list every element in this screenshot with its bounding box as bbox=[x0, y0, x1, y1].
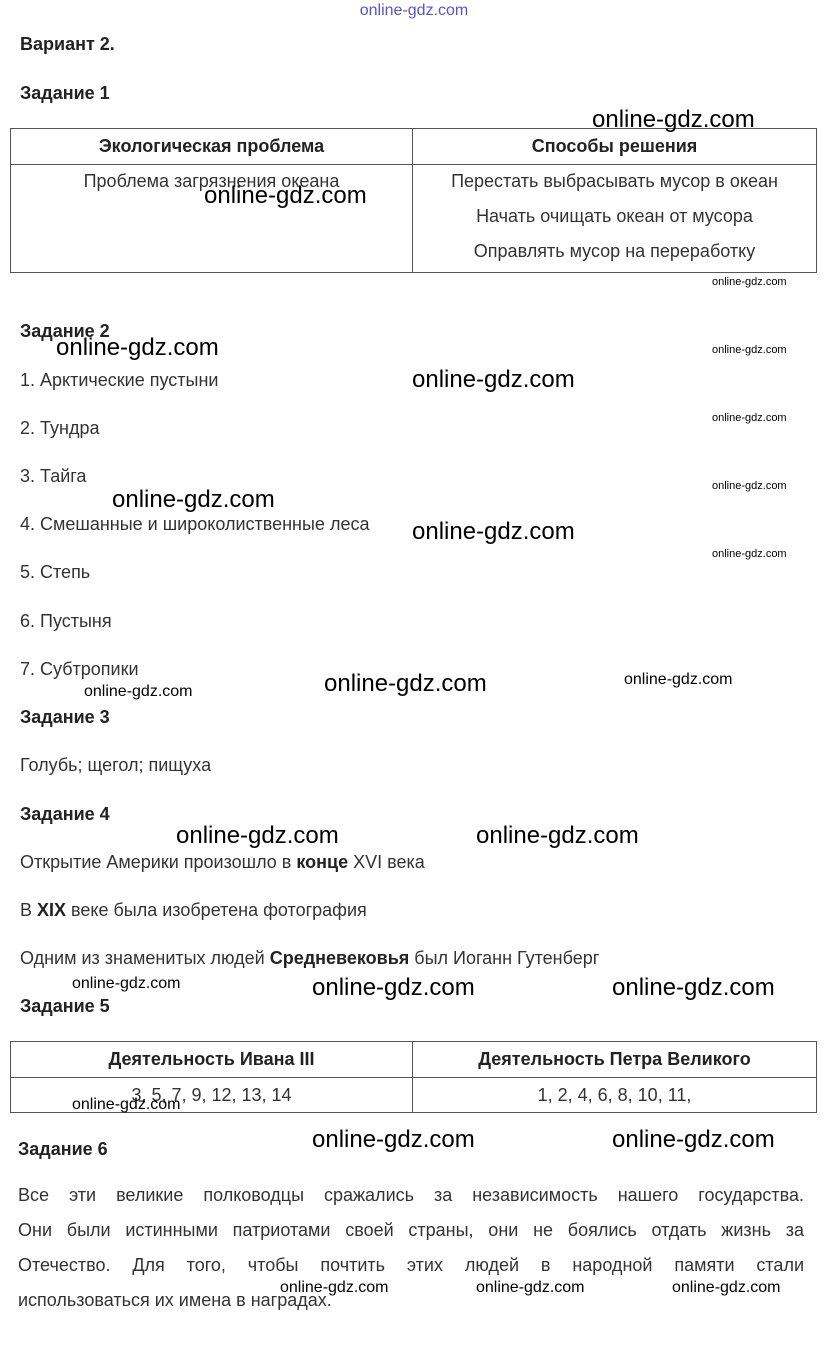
task4-line: Открытие Америки произошло в конце XVI века bbox=[20, 852, 425, 872]
task2-item: 3. Тайга bbox=[20, 466, 87, 486]
task1-table bbox=[10, 128, 817, 273]
watermark: online-gdz.com bbox=[312, 974, 475, 1001]
watermark: online-gdz.com bbox=[612, 1126, 775, 1153]
task1-solutions-cell bbox=[413, 165, 817, 273]
task2-item: 5. Степь bbox=[20, 562, 91, 582]
task6-paragraph bbox=[18, 1178, 804, 1318]
watermark: online-gdz.com bbox=[612, 974, 775, 1001]
watermark: online-gdz.com bbox=[624, 671, 733, 688]
task5-header-peter: Деятельность Петра Великого bbox=[413, 1042, 817, 1078]
task5-header-ivan: Деятельность Ивана III bbox=[11, 1042, 413, 1078]
task3-text: Голубь; щегол; пищуха bbox=[20, 755, 212, 775]
task4-heading: Задание 4 bbox=[20, 804, 110, 824]
watermark: online-gdz.com bbox=[672, 1279, 781, 1296]
task6-line: Они были истинными патриотами своей страны, они не боялись отдать жизнь за bbox=[18, 1220, 804, 1240]
watermark: online-gdz.com bbox=[712, 276, 787, 288]
task2-item: 6. Пустыня bbox=[20, 611, 112, 631]
task6-line: Все эти великие полководцы сражались за независимость нашего государства. bbox=[18, 1185, 804, 1205]
task2-item: 2. Тундра bbox=[20, 418, 100, 438]
task1-problem: Проблема загрязнения океана bbox=[83, 171, 340, 191]
task6-line: Отечество. Для того, чтобы почтить этих людей в народной памяти стали bbox=[18, 1255, 804, 1275]
watermark: online-gdz.com bbox=[204, 182, 367, 209]
watermark: online-gdz.com bbox=[280, 1279, 389, 1296]
watermark: online-gdz.com bbox=[84, 683, 193, 700]
task3-heading: Задание 3 bbox=[20, 707, 110, 727]
watermark: online-gdz.com bbox=[476, 822, 639, 849]
watermark: online-gdz.com bbox=[712, 480, 787, 492]
task5-ivan-values: 3, 5, 7, 9, 12, 13, 14 bbox=[11, 1078, 413, 1113]
task4-line: Одним из знаменитых людей Средневековья был Иоганн Гутенберг bbox=[20, 948, 600, 968]
watermark: online-gdz.com bbox=[476, 1279, 585, 1296]
watermark: online-gdz.com bbox=[72, 975, 181, 992]
task1-problem-cell bbox=[11, 165, 413, 273]
site-mark: online-gdz.com bbox=[359, 2, 469, 19]
task1-solution: Оправлять мусор на переработку bbox=[473, 241, 756, 261]
task2-heading: Задание 2 bbox=[20, 321, 110, 341]
watermark: online-gdz.com bbox=[312, 1126, 475, 1153]
task6-line: использоваться их имена в наградах. bbox=[18, 1290, 332, 1310]
task6-heading: Задание 6 bbox=[18, 1139, 108, 1159]
task2-item: 4. Смешанные и широколиственные леса bbox=[20, 514, 370, 534]
task1-solution: Перестать выбрасывать мусор в океан bbox=[451, 171, 778, 191]
task2-item: 7. Субтропики bbox=[20, 659, 139, 679]
watermark: online-gdz.com bbox=[324, 670, 487, 697]
watermark: online-gdz.com bbox=[592, 106, 755, 133]
watermark: online-gdz.com bbox=[712, 548, 787, 560]
variant-title: Вариант 2. bbox=[20, 34, 115, 54]
task2-item: 1. Арктические пустыни bbox=[20, 370, 219, 390]
watermark: online-gdz.com bbox=[412, 518, 575, 545]
task1-header-problem: Экологическая проблема bbox=[11, 129, 413, 165]
watermark: online-gdz.com bbox=[712, 344, 787, 356]
task4-line: В XIX веке была изобретена фотография bbox=[20, 900, 367, 920]
watermark: online-gdz.com bbox=[72, 1096, 181, 1113]
task1-header-solutions: Способы решения bbox=[413, 129, 817, 165]
watermark: online-gdz.com bbox=[56, 334, 219, 361]
watermark: online-gdz.com bbox=[412, 366, 575, 393]
watermark: online-gdz.com bbox=[712, 412, 787, 424]
task5-peter-values: 1, 2, 4, 6, 8, 10, 11, bbox=[413, 1078, 817, 1113]
task5-heading: Задание 5 bbox=[20, 996, 110, 1016]
watermark: online-gdz.com bbox=[112, 486, 275, 513]
task1-heading: Задание 1 bbox=[20, 83, 110, 103]
task1-solution: Начать очищать океан от мусора bbox=[476, 206, 753, 226]
watermark: online-gdz.com bbox=[176, 822, 339, 849]
